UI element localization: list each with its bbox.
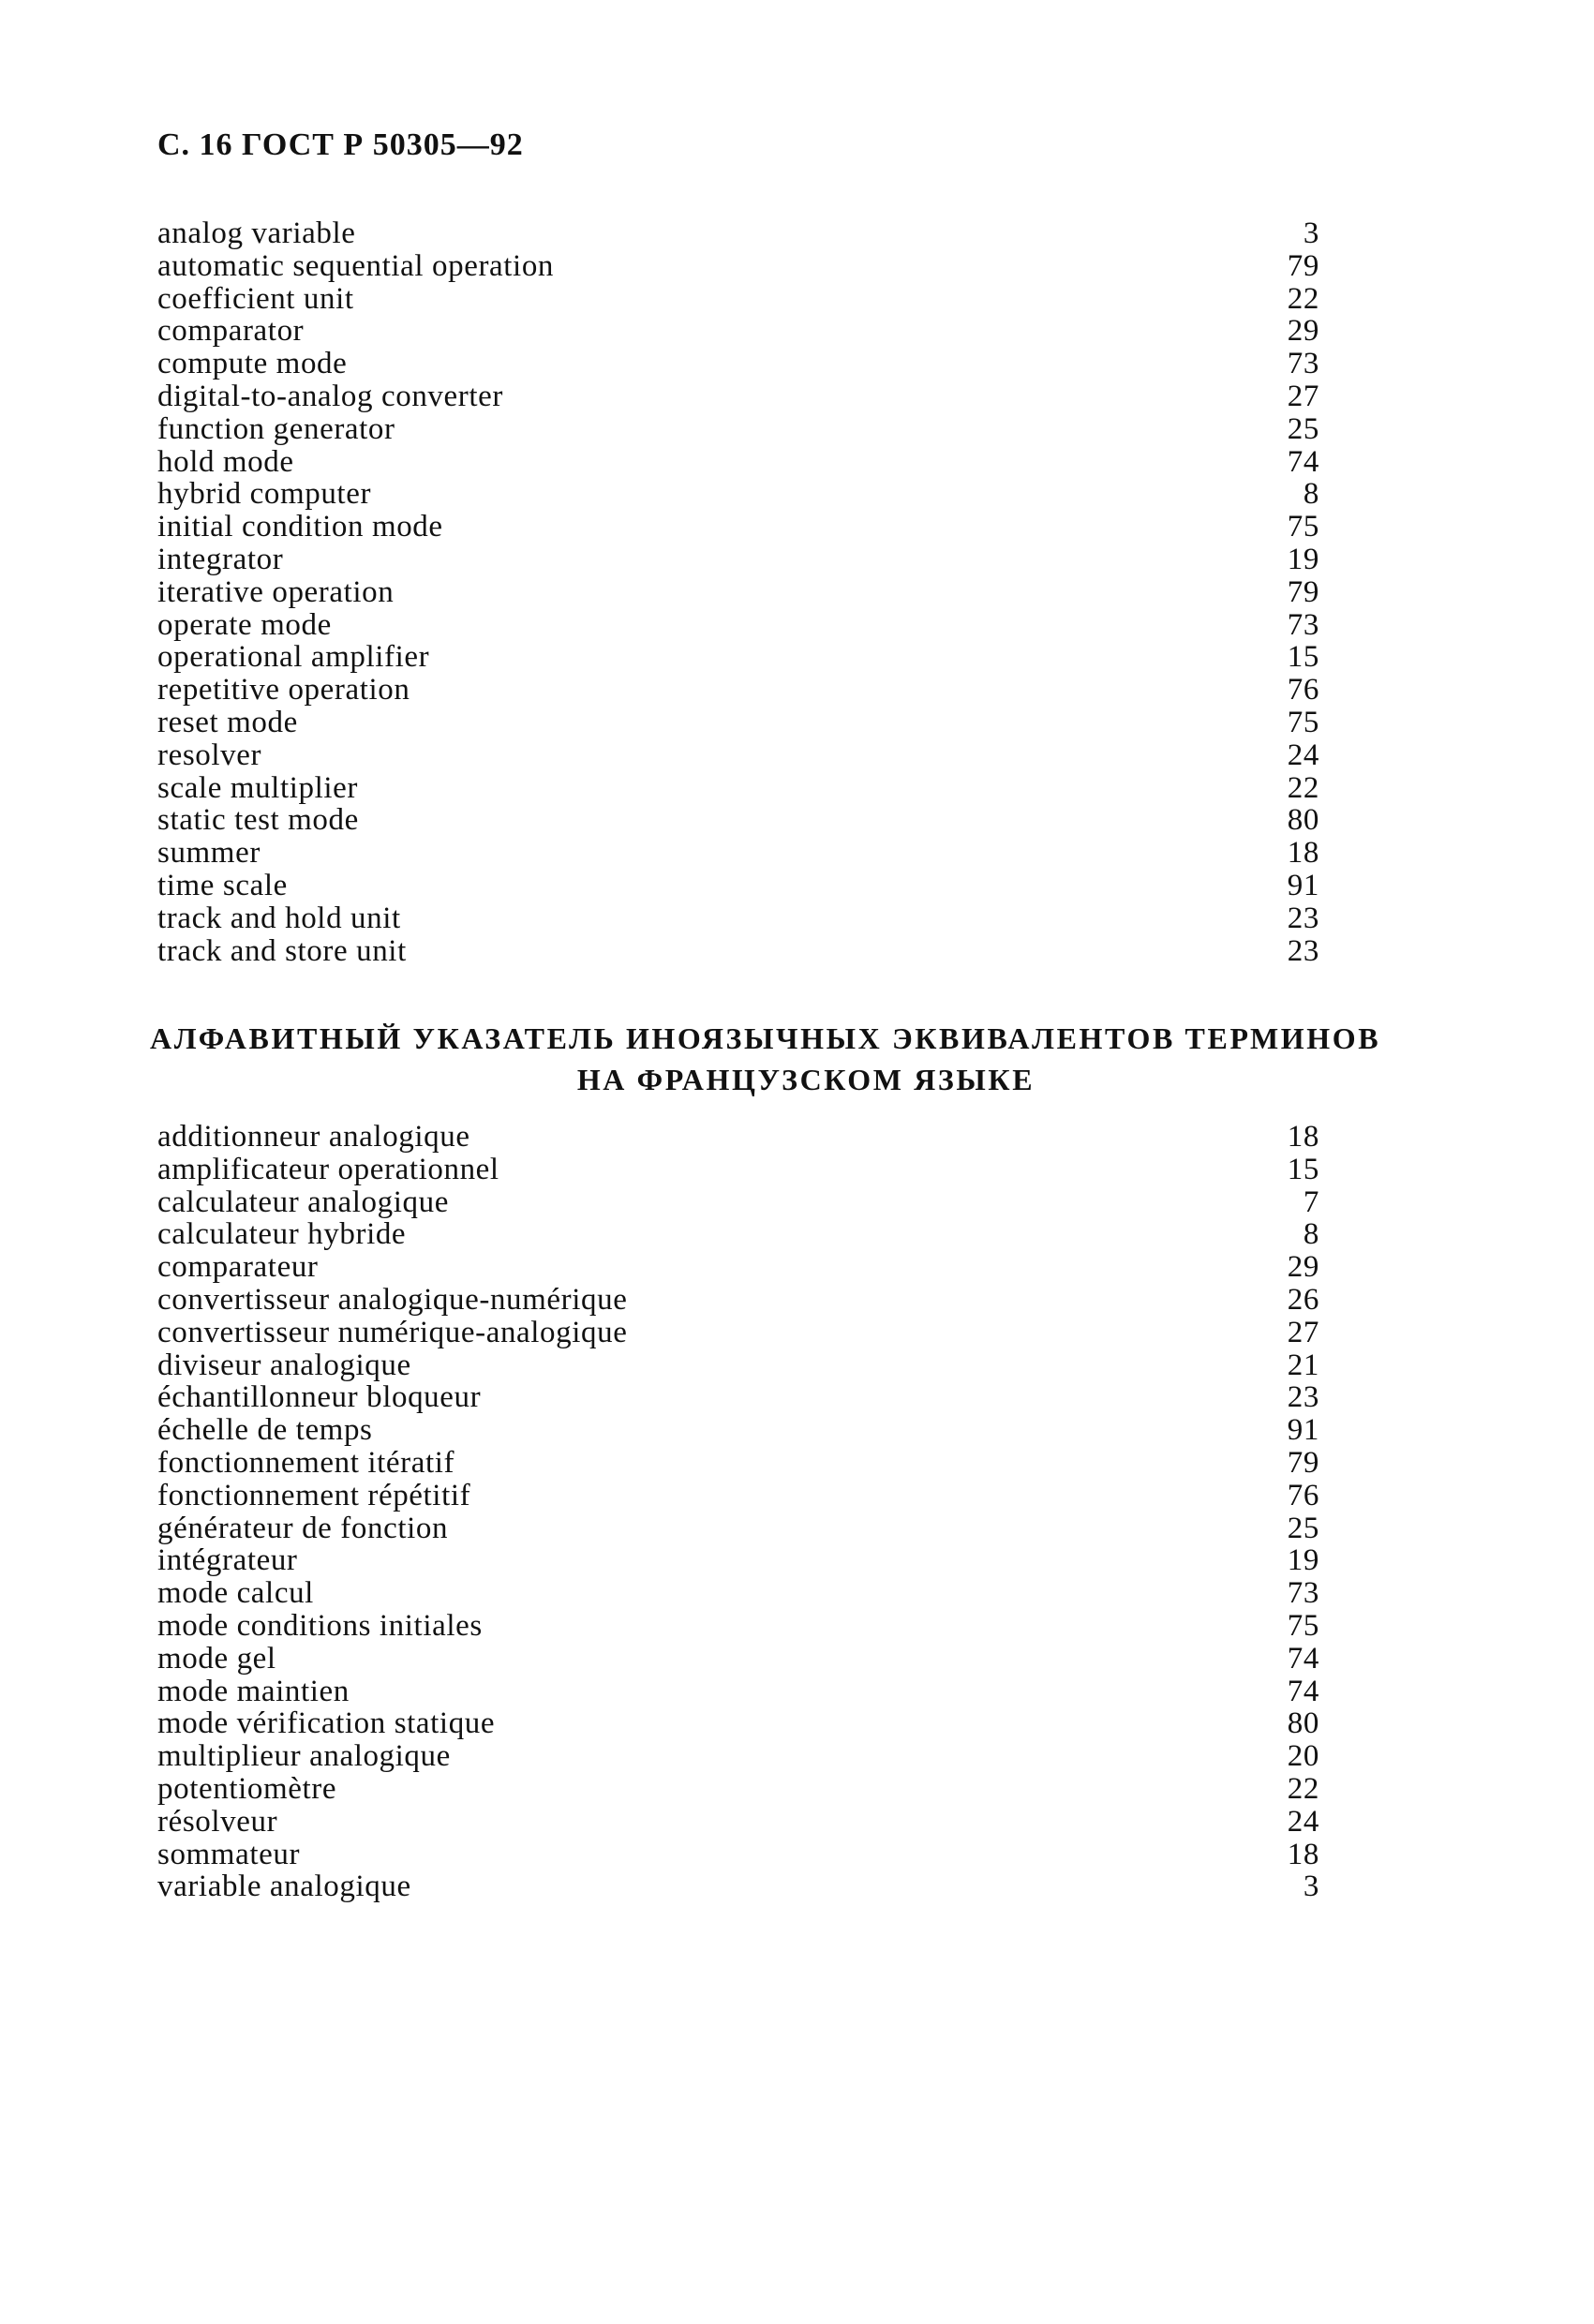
french-index-heading-line1: АЛФАВИТНЫЙ УКАЗАТЕЛЬ ИНОЯЗЫЧНЫХ ЭКВИВАЛЕНТОВ ТЕРМИНОВ: [150, 1021, 1381, 1055]
index-term: scale multiplier: [157, 770, 358, 805]
index-term: additionneur analogique: [157, 1120, 470, 1154]
index-entry: [157, 641, 1319, 674]
index-entry: [157, 707, 1319, 739]
index-term: track and store unit: [157, 933, 407, 968]
index-page-number: 22: [1287, 1771, 1319, 1806]
index-term: mode conditions initiales: [157, 1608, 483, 1643]
index-term: mode maintien: [157, 1674, 350, 1708]
index-term: static test mode: [157, 803, 359, 838]
index-term: analog variable: [157, 216, 356, 250]
index-term: function generator: [157, 411, 395, 446]
english-term-index: [157, 217, 1319, 967]
index-page-number: 25: [1287, 411, 1319, 446]
index-page-number: 91: [1287, 868, 1319, 902]
index-page-number: 75: [1287, 1608, 1319, 1643]
index-term: comparateur: [157, 1250, 319, 1285]
index-entry: [157, 1512, 1319, 1545]
index-page-number: 79: [1287, 574, 1319, 609]
index-page-number: 76: [1287, 673, 1319, 708]
page-header: С. 16 ГОСТ Р 50305—92: [157, 127, 524, 162]
index-entry: [157, 609, 1319, 642]
index-page-number: 74: [1287, 444, 1319, 479]
index-entry: [157, 1381, 1319, 1414]
index-term: operate mode: [157, 607, 332, 642]
index-entry: [157, 544, 1319, 576]
index-entry: [157, 1839, 1319, 1871]
index-term: fonctionnement répétitif: [157, 1478, 471, 1512]
french-index-heading-line2: НА ФРАНЦУЗСКОМ ЯЗЫКЕ: [576, 1063, 1035, 1096]
index-entry: [157, 1251, 1319, 1284]
french-index-heading: [150, 1018, 1462, 1100]
index-entry: [157, 217, 1319, 250]
index-entry: [157, 1643, 1319, 1676]
index-term: compute mode: [157, 347, 348, 381]
index-page-number: 3: [1303, 216, 1319, 250]
index-entry: [157, 283, 1319, 316]
index-entry: [157, 1870, 1319, 1903]
index-page-number: 24: [1287, 737, 1319, 772]
index-page-number: 15: [1287, 1152, 1319, 1186]
index-page-number: 25: [1287, 1511, 1319, 1545]
index-entry: [157, 380, 1319, 413]
index-page-number: 3: [1303, 1870, 1319, 1904]
index-term: intégrateur: [157, 1543, 298, 1578]
index-entry: [157, 1154, 1319, 1186]
index-entry: [157, 576, 1319, 609]
index-entry: [157, 250, 1319, 283]
index-page-number: 15: [1287, 640, 1319, 675]
index-entry: [157, 902, 1319, 935]
index-term: operational amplifier: [157, 640, 430, 675]
index-term: mode gel: [157, 1641, 276, 1676]
index-term: initial condition mode: [157, 510, 443, 544]
index-page-number: 80: [1287, 1706, 1319, 1741]
index-entry: [157, 1707, 1319, 1740]
index-page-number: 91: [1287, 1413, 1319, 1448]
index-entry: [157, 1349, 1319, 1382]
index-page-number: 75: [1287, 510, 1319, 544]
index-term: échelle de temps: [157, 1413, 373, 1448]
index-page-number: 8: [1303, 1217, 1319, 1252]
index-term: multiplieur analogique: [157, 1739, 451, 1774]
index-page-number: 19: [1287, 1543, 1319, 1578]
index-entry: [157, 674, 1319, 707]
index-term: convertisseur numérique-analogique: [157, 1315, 628, 1349]
index-page-number: 22: [1287, 770, 1319, 805]
index-entry: [157, 1284, 1319, 1317]
index-term: digital-to-analog converter: [157, 379, 503, 413]
index-page-number: 26: [1287, 1282, 1319, 1317]
index-term: convertisseur analogique-numérique: [157, 1282, 628, 1317]
index-entry: [157, 1447, 1319, 1480]
index-page-number: 27: [1287, 379, 1319, 413]
index-page-number: 27: [1287, 1315, 1319, 1349]
index-entry: [157, 935, 1319, 968]
index-term: automatic sequential operation: [157, 248, 555, 283]
index-page-number: 74: [1287, 1674, 1319, 1708]
index-page-number: 21: [1287, 1348, 1319, 1382]
index-page-number: 73: [1287, 347, 1319, 381]
french-term-index: [157, 1121, 1319, 1903]
index-page-number: 73: [1287, 1576, 1319, 1611]
index-term: hybrid computer: [157, 477, 372, 512]
index-entry: [157, 413, 1319, 446]
index-entry: [157, 1740, 1319, 1773]
index-term: integrator: [157, 542, 284, 576]
index-term: hold mode: [157, 444, 294, 479]
index-entry: [157, 870, 1319, 902]
index-page-number: 75: [1287, 705, 1319, 739]
index-page-number: 23: [1287, 933, 1319, 968]
index-entry: [157, 1806, 1319, 1839]
index-page-number: 23: [1287, 1380, 1319, 1415]
index-entry: [157, 315, 1319, 348]
index-page-number: 7: [1303, 1184, 1319, 1219]
index-term: repetitive operation: [157, 673, 410, 708]
index-page-number: 80: [1287, 803, 1319, 838]
index-term: reset mode: [157, 705, 298, 739]
index-term: track and hold unit: [157, 901, 401, 935]
index-entry: [157, 446, 1319, 479]
index-entry: [157, 1480, 1319, 1512]
index-entry: [157, 739, 1319, 772]
index-term: potentiomètre: [157, 1771, 337, 1806]
index-entry: [157, 348, 1319, 380]
index-entry: [157, 772, 1319, 805]
index-term: calculateur analogique: [157, 1184, 449, 1219]
index-entry: [157, 1414, 1319, 1447]
index-term: summer: [157, 836, 261, 871]
index-entry: [157, 511, 1319, 544]
index-page-number: 79: [1287, 1445, 1319, 1480]
index-term: sommateur: [157, 1837, 301, 1871]
index-term: resolver: [157, 737, 262, 772]
index-term: générateur de fonction: [157, 1511, 449, 1545]
index-page-number: 73: [1287, 607, 1319, 642]
index-page-number: 24: [1287, 1804, 1319, 1839]
index-term: coefficient unit: [157, 281, 354, 316]
index-entry: [157, 1218, 1319, 1251]
index-page-number: 29: [1287, 314, 1319, 349]
index-entry: [157, 837, 1319, 870]
index-entry: [157, 1186, 1319, 1219]
index-term: iterative operation: [157, 574, 395, 609]
index-entry: [157, 1676, 1319, 1708]
index-page-number: 79: [1287, 248, 1319, 283]
index-page-number: 29: [1287, 1250, 1319, 1285]
index-entry: [157, 1610, 1319, 1643]
index-entry: [157, 1544, 1319, 1577]
index-page-number: 18: [1287, 836, 1319, 871]
index-page-number: 76: [1287, 1478, 1319, 1512]
index-page-number: 23: [1287, 901, 1319, 935]
index-page-number: 22: [1287, 281, 1319, 316]
index-page-number: 19: [1287, 542, 1319, 576]
index-term: comparator: [157, 314, 305, 349]
index-term: mode vérification statique: [157, 1706, 496, 1741]
index-term: amplificateur operationnel: [157, 1152, 499, 1186]
index-entry: [157, 1121, 1319, 1154]
index-term: diviseur analogique: [157, 1348, 411, 1382]
index-entry: [157, 1773, 1319, 1806]
index-term: calculateur hybride: [157, 1217, 407, 1252]
index-term: time scale: [157, 868, 288, 902]
index-page-number: 74: [1287, 1641, 1319, 1676]
index-entry: [157, 1317, 1319, 1349]
index-term: échantillonneur bloqueur: [157, 1380, 482, 1415]
index-term: fonctionnement itératif: [157, 1445, 455, 1480]
index-term: résolveur: [157, 1804, 278, 1839]
index-page-number: 18: [1287, 1120, 1319, 1154]
index-page-number: 18: [1287, 1837, 1319, 1871]
index-entry: [157, 478, 1319, 511]
index-entry: [157, 804, 1319, 837]
index-term: variable analogique: [157, 1870, 411, 1904]
index-page-number: 8: [1303, 477, 1319, 512]
index-entry: [157, 1577, 1319, 1610]
index-term: mode calcul: [157, 1576, 314, 1611]
index-page-number: 20: [1287, 1739, 1319, 1774]
